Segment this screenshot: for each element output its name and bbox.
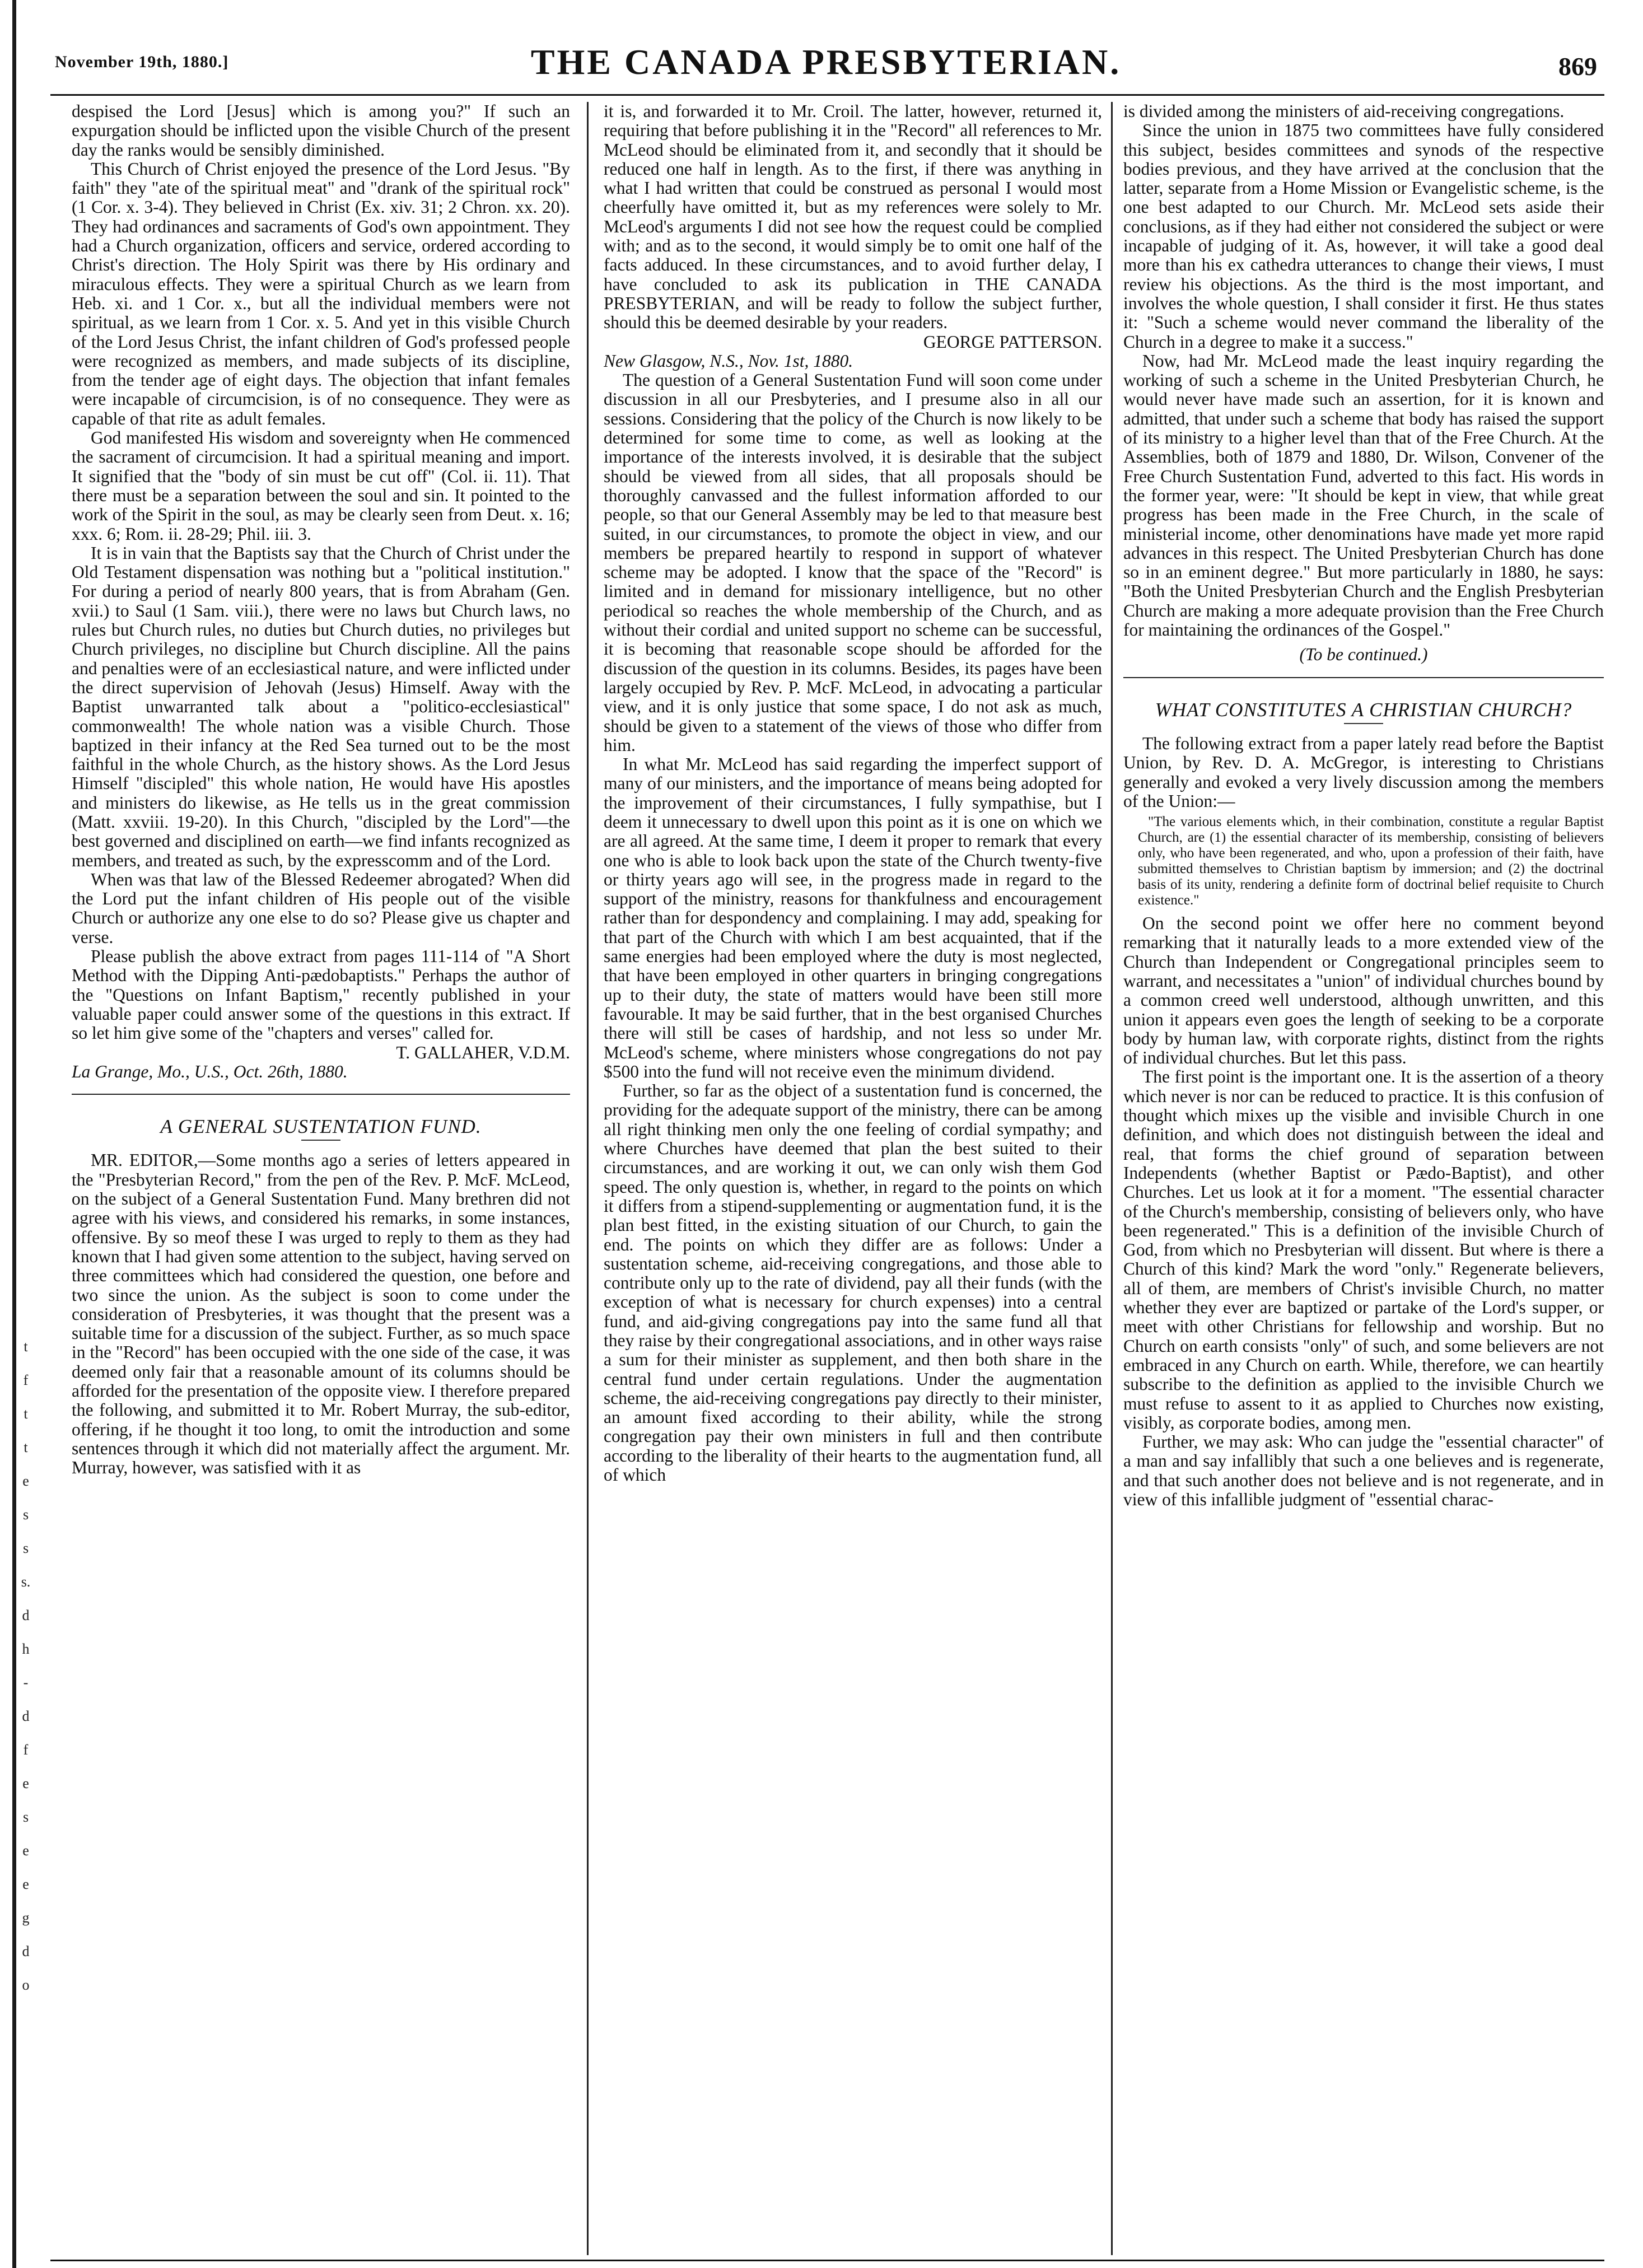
margin-mark: t xyxy=(24,1406,28,1422)
column-rule xyxy=(1111,102,1113,2255)
masthead-title: THE CANADA PRESBYTERIAN. xyxy=(530,42,1122,82)
paragraph: Further, so far as the object of a sustentation fund is concerned, the providing for the adequate support of the ministry, there can be among all right thinking men only the one feeling of cordial sympathy; and where Churches have deemed that plan the best suited to their circumstances, and are working it out, we can only wish them God speed. The only question is, whether, in regard to the points on which it differs from a stipend-supplementing or augmentation fund, it is the plan best fitted, in the existing situation of our Church, to gain the end. The points on which they differ are as follows: Under a sustentation scheme, aid-receiving congregations, and those able to contribute only up to the rate of dividend, pay all their funds (with the exception of what is necessary for church expenses) into a central fund, and aid-giving congregations pay into the same fund all that they raise by their congregational associations, and in other ways raise a sum for their minister as supplement, and then both share in the central fund under certain regulations. Under the augmentation scheme, the aid-receiving congregations pay directly to their minister, an amount fixed according to their ability, while the strong congregation pay their own ministers in full and then contribute according to the liberality of their hearts to the augmentation fund, all of which xyxy=(604,1081,1102,1485)
paragraph: MR. EDITOR,—Some months ago a series of letters appeared in the "Presbyterian Record," from the pen of the Rev. P. McF. McLeod, on the subject of a General Sustentation Fund. Many brethren did not agree with his views, and considered his remarks, in some instances, offensive. By so meof these I was urged to reply to them as they had known that I had given some attention to the subject, having served on three committees which had considered the question, one before and two since the union. As the subject is soon to come under the consideration of Presbyteries, it was thought that the present was a suitable time for a discussion of the subject. Further, as so much space in the "Record" has been occupied with the one side of the case, it was deemed only fair that a reasonable amount of its columns should be afforded for the presentation of the opposite view. I therefore prepared the following, and submitted it to Mr. Robert Murray, the sub-editor, offering, if he thought it too long, to omit the introduction and some sentences through it which did not materially affect the argument. Mr. Murray, however, was satisfied with it as xyxy=(72,1150,570,1478)
paragraph: despised the Lord [Jesus] which is among you?" If such an expurgation should be inflicted upon the visible Church of the present day the ranks would be sensibly diminished. xyxy=(72,102,570,160)
to-be-continued: (To be continued.) xyxy=(1299,645,1428,665)
margin-marks xyxy=(18,1330,34,2002)
dateline: New Glasgow, N.S., Nov. 1st, 1880. xyxy=(604,351,853,371)
title-rule xyxy=(301,1140,340,1141)
header-date: November 19th, 1880.] xyxy=(55,53,229,71)
section-divider xyxy=(1123,677,1604,678)
paragraph: Now, had Mr. McLeod made the least inquiry regarding the working of such a scheme in the United Presbyterian Church, he would never have made such an assertion, for it is known and admitted, that under such a scheme that body has raised the support of its ministry to a higher level than that of the Free Church. At the Assemblies, both of 1879 and 1880, Dr. Wilson, Convener of the Free Church Sustentation Fund, adverted to this fact. His words in the former year, were: "It should be kept in view, that while great progress has been made in the Free Church, in the scale of ministerial income, other denominations have made yet more rapid advances in this respect. The United Presbyterian Church has done so in an eminent degree." But more particularly in 1880, he says: "Both the United Presbyterian Church and the English Presbyterian Church are making a more adequate provision than the Free Church for maintaining the ordinances of the Gospel." xyxy=(1123,351,1604,640)
margin-mark: e xyxy=(22,1876,29,1892)
quote-text: "The various elements which, in their combination, constitute a regular Baptist Church, are (1) the essential character of its membership, consisting of believers only, who have been regenerated, and who, upon a profession of their faith, have submitted themselves to Christian baptism by immersion; and (2) the doctrinal basis of its unity, rendering a definite form of doctrinal belief requisite to Church existence." xyxy=(1138,814,1604,908)
margin-mark: g xyxy=(22,1910,30,1926)
paragraph: It is in vain that the Baptists say that the Church of Christ under the Old Testament dispensation was nothing but a "political institution." For during a period of nearly 800 years, that is from Abraham (Gen. xvii.) to Saul (1 Sam. viii.), there were no laws but Church laws, no rules but Church rules, no duties but Church duties, no privileges but Church privileges, no discipline but Church discipline. All the pains and penalties were of an ecclesiastical nature, and were inflicted under the direct supervision of Jehovah (Jesus) Himself. Away with the Baptist unwarranted talk about a "politico-ecclesiastical" commonwealth! The whole nation was a visible Church. Those baptized in their infancy at the Red Sea turned out to be the most faithful in the whole Church, as the history shows. As the Lord Jesus Himself "discipled" this whole nation, He would have His apostles and ministers do likewise, as He tells us in the great commission (Matt. xxviii. 19-20). In this Church, "discipled by the Lord"—the best governed and disciplined on earth—we find infants recognized as members, and treated as such, by the expresscomm and of the Lord. xyxy=(72,543,570,870)
binding-edge xyxy=(12,0,16,2268)
margin-mark: s xyxy=(22,1809,29,1825)
margin-mark: e xyxy=(22,1842,29,1859)
margin-mark: o xyxy=(22,1977,30,1993)
paragraph: is divided among the ministers of aid-receiving congregations. xyxy=(1123,102,1565,121)
margin-mark: t xyxy=(24,1439,28,1455)
paragraph: Please publish the above extract from pages 111-114 of "A Short Method with the Dipping Anti-pædobaptists." Perhaps the author of the "Questions on Infant Baptism," recently published in your valuable paper could answer some of the questions in this extract. If so let him give some of the "chapters and verses" called for. xyxy=(72,946,570,1043)
page-number: 869 xyxy=(1558,52,1597,81)
margin-mark: d xyxy=(22,1708,30,1724)
paragraph: In what Mr. McLeod has said regarding the imperfect support of many of our ministers, and the importance of means being adopted for the improvement of their circumstances, I fully sympathise, but I deem it unnecessary to dwell upon this point as it is one on which we are all agreed. At the same time, I deem it proper to remark that every one who is able to look back upon the state of the Church twenty-five or thirty years ago will see, in the progress made in regard to the support of the ministry, reasons for thankfulness and encouragement rather than for despondency and complaining. I may add, speaking for that part of the Church with which I am best acquainted, that if the same energies had been employed where the duty is most neglected, that have been employed in other quarters in bringing congregations up to their duty, the state of matters would have been still more favourable. It may be said further, that in the best organised Churches there will still be cases of hardship, and not less so under Mr. McLeod's scheme, where ministers whose congregations do not pay $500 into the fund will not receive even the minimum dividend. xyxy=(604,754,1102,1081)
paragraph: This Church of Christ enjoyed the presence of the Lord Jesus. "By faith" they "ate of the spiritual meat" and "drank of the spiritual rock" (1 Cor. x. 3-4). They believed in Christ (Ex. xiv. 31; 2 Chron. xx. 20). They had ordinances and sacraments of God's own appointment. They had a Church organization, officers and service, ordered according to Christ's direction. The Holy Spirit was there by His ordinary and miraculous effects. They were a spiritual Church as we learn from Heb. xi. and 1 Cor. x., but all the individual members were not spiritual, as we learn from 1 Cor. x. 5. And yet in this visible Church of the Lord Jesus Christ, the infant children of God's professed people were recognized as members, and made subjects of its discipline, from the tender age of eight days. The objection that infant females were incapable of circumcision, is of no consequence. They were as capable of that rite as adult females. xyxy=(72,158,570,428)
block-quote xyxy=(1138,814,1604,908)
section-divider xyxy=(72,1094,570,1095)
margin-mark: h xyxy=(22,1641,30,1657)
column-rule xyxy=(587,102,589,2255)
margin-mark: s. xyxy=(21,1574,31,1590)
section-title: A GENERAL SUSTENTATION FUND. xyxy=(160,1116,482,1138)
page-header xyxy=(50,39,1602,95)
dateline: La Grange, Mo., U.S., Oct. 26th, 1880. xyxy=(72,1061,348,1081)
paragraph: God manifested His wisdom and sovereignty when He commenced the sacrament of circumcision. It had a spiritual meaning and import. It signified that the "body of sin must be cut off" (Col. ii. 11). That there must be a separation between the soul and sin. It pointed to the work of the Spirit in the soul, as may be clearly seen from Deut. x. 16; xxx. 6; Rom. ii. 28-29; Phil. iii. 3. xyxy=(72,428,570,544)
column-1 xyxy=(72,102,570,2255)
margin-mark: f xyxy=(23,1742,29,1758)
paragraph: it is, and forwarded it to Mr. Croil. The latter, however, returned it, requiring that before publishing it in the "Record" all references to Mr. McLeod should be eliminated from it, and secondly that it should be reduced one half in length. As to the first, if there was anything in what I had written that could be construed as personal I would most cheerfully have omitted it, but as my references were solely to Mr. McLeod's arguments I did not see how the request could be complied with; and as to the second, it would simply be to omit one half of the facts adduced. In these circumstances, and to avoid further delay, I have concluded to ask its publication in THE CANADA PRESBYTERIAN, and will be ready to follow the subject further, should this be deemed desirable by your readers. xyxy=(604,102,1102,333)
paragraph: The question of a General Sustentation Fund will soon come under discussion in all our Presbyteries, and I presume also in all our sessions. Considering that the policy of the Church is now likely to be determined for some time to come, as well as looking at the importance of the interests involved, it is desirable that the subject should be viewed from all sides, that all proposals should be thoroughly canvassed and the fullest information afforded to our people, so that our General Assembly may be led to that measure best suited, in our circumstances, to promote the object in view, and our members be prepared heartily to respond in support of whatever scheme may be adopted. I know that the space of the "Record" is limited and in demand for missionary intelligence, but no other periodical so reaches the whole membership of the Church, and as without their cordial and united support no scheme can be successful, it is becoming that reasonable scope should be afforded for the discussion of the question in its columns. Besides, its pages have been largely occupied by Rev. P. McF. McLeod, in advocating a particular view, and it is only justice that some space, I do not ask as much, should be given to a statement of the views of those who differ from him. xyxy=(604,370,1102,755)
paragraph: On the second point we offer here no comment beyond remarking that it naturally leads to a more extended view of the Church than Independent or Congregational principles seem to warrant, and necessitates a "union" of individual churches bound by a common creed well understood, although unwritten, and this union it appears even goes the length of seeking to be a corporate body by human law, with corporate rights, distinct from the rights of individual churches. But let this pass. xyxy=(1123,913,1604,1068)
paragraph: When was that law of the Blessed Redeemer abrogated? When did the Lord put the infant children of His people out of the visible Church or authorize any one else to do so? Please give us chapter and verse. xyxy=(72,869,570,947)
margin-mark: e xyxy=(22,1775,29,1791)
margin-mark: d xyxy=(22,1607,30,1623)
paragraph: Since the union in 1875 two committees have fully considered this subject, besides committees and synods of the respective bodies previous, and they have arrived at the conclusion that the latter, separate from a Home Mission or Evangelistic scheme, is the one best adapted to our Church. Mr. McLeod sets aside their conclusions, as if they had either not considered the subject or were incapable of judging of it. As, however, it will take a good deal more than his ex cathedra utterances to change their views, I must review his objections. As the third is the most important, and involves the whole question, I shall consider it first. He thus states it: "Such a scheme would never command the liberality of the Church in a degree to make it a success." xyxy=(1123,120,1604,352)
column-2 xyxy=(604,102,1102,2255)
margin-mark: s xyxy=(22,1540,29,1556)
margin-mark: t xyxy=(24,1338,28,1355)
margin-mark: f xyxy=(23,1372,29,1388)
section-title: WHAT CONSTITUTES A CHRISTIAN CHURCH? xyxy=(1155,698,1572,721)
paragraph: The first point is the important one. It is the assertion of a theory which never is nor can be reduced to practice. It is this confusion of thought which mixes up the visible and invisible Church in one definition, and which does not distinguish between the ideal and real, that forms the chief ground of separation between Independents (whether Baptist or Pædo-Baptist), and other Churches. Let us look at it for a moment. "The essential character of the Church's membership, consisting of believers only, who have been regenerated." This is a definition of the invisible Church of God, from which no Presbyterian will dissent. But where is there a Church of this kind? Mark the word "only." Regenerate believers, all of them, are members of Christ's invisible Church, no matter whether they ever are baptized or partake of the Lord's supper, or meet with other Christians for fellowship and worship. But no Church on earth consists "only" of such, and some believers are not embraced in any Church on earth. While, therefore, we can heartily subscribe to the definition as applied to the invisible Church we must refuse to assent to it as applied to Churches now existing, visibly, as corporate bodies, among men. xyxy=(1123,1067,1604,1432)
paragraph: The following extract from a paper lately read before the Baptist Union, by Rev. D. A. McGregor, is interesting to Christians generally and evoked a very lively discussion among the members of the Union:— xyxy=(1123,733,1604,811)
margin-mark: d xyxy=(22,1943,30,1959)
margin-mark: s xyxy=(22,1506,29,1523)
header-rule xyxy=(50,94,1604,96)
margin-mark: e xyxy=(22,1473,29,1489)
column-3 xyxy=(1123,102,1604,2255)
footer-rule xyxy=(50,2260,1604,2261)
title-rule xyxy=(1344,723,1383,724)
signature: T. GALLAHER, V.D.M. xyxy=(396,1042,570,1062)
paragraph: Further, we may ask: Who can judge the "essential character" of a man and say infallibly that such a one believes and is regenerate, and that such another does not believe and is not regenerate, and in view of this infallible judgment of "essential charac- xyxy=(1123,1432,1604,1509)
margin-mark: - xyxy=(23,1674,29,1691)
signature: GEORGE PATTERSON. xyxy=(923,332,1102,352)
